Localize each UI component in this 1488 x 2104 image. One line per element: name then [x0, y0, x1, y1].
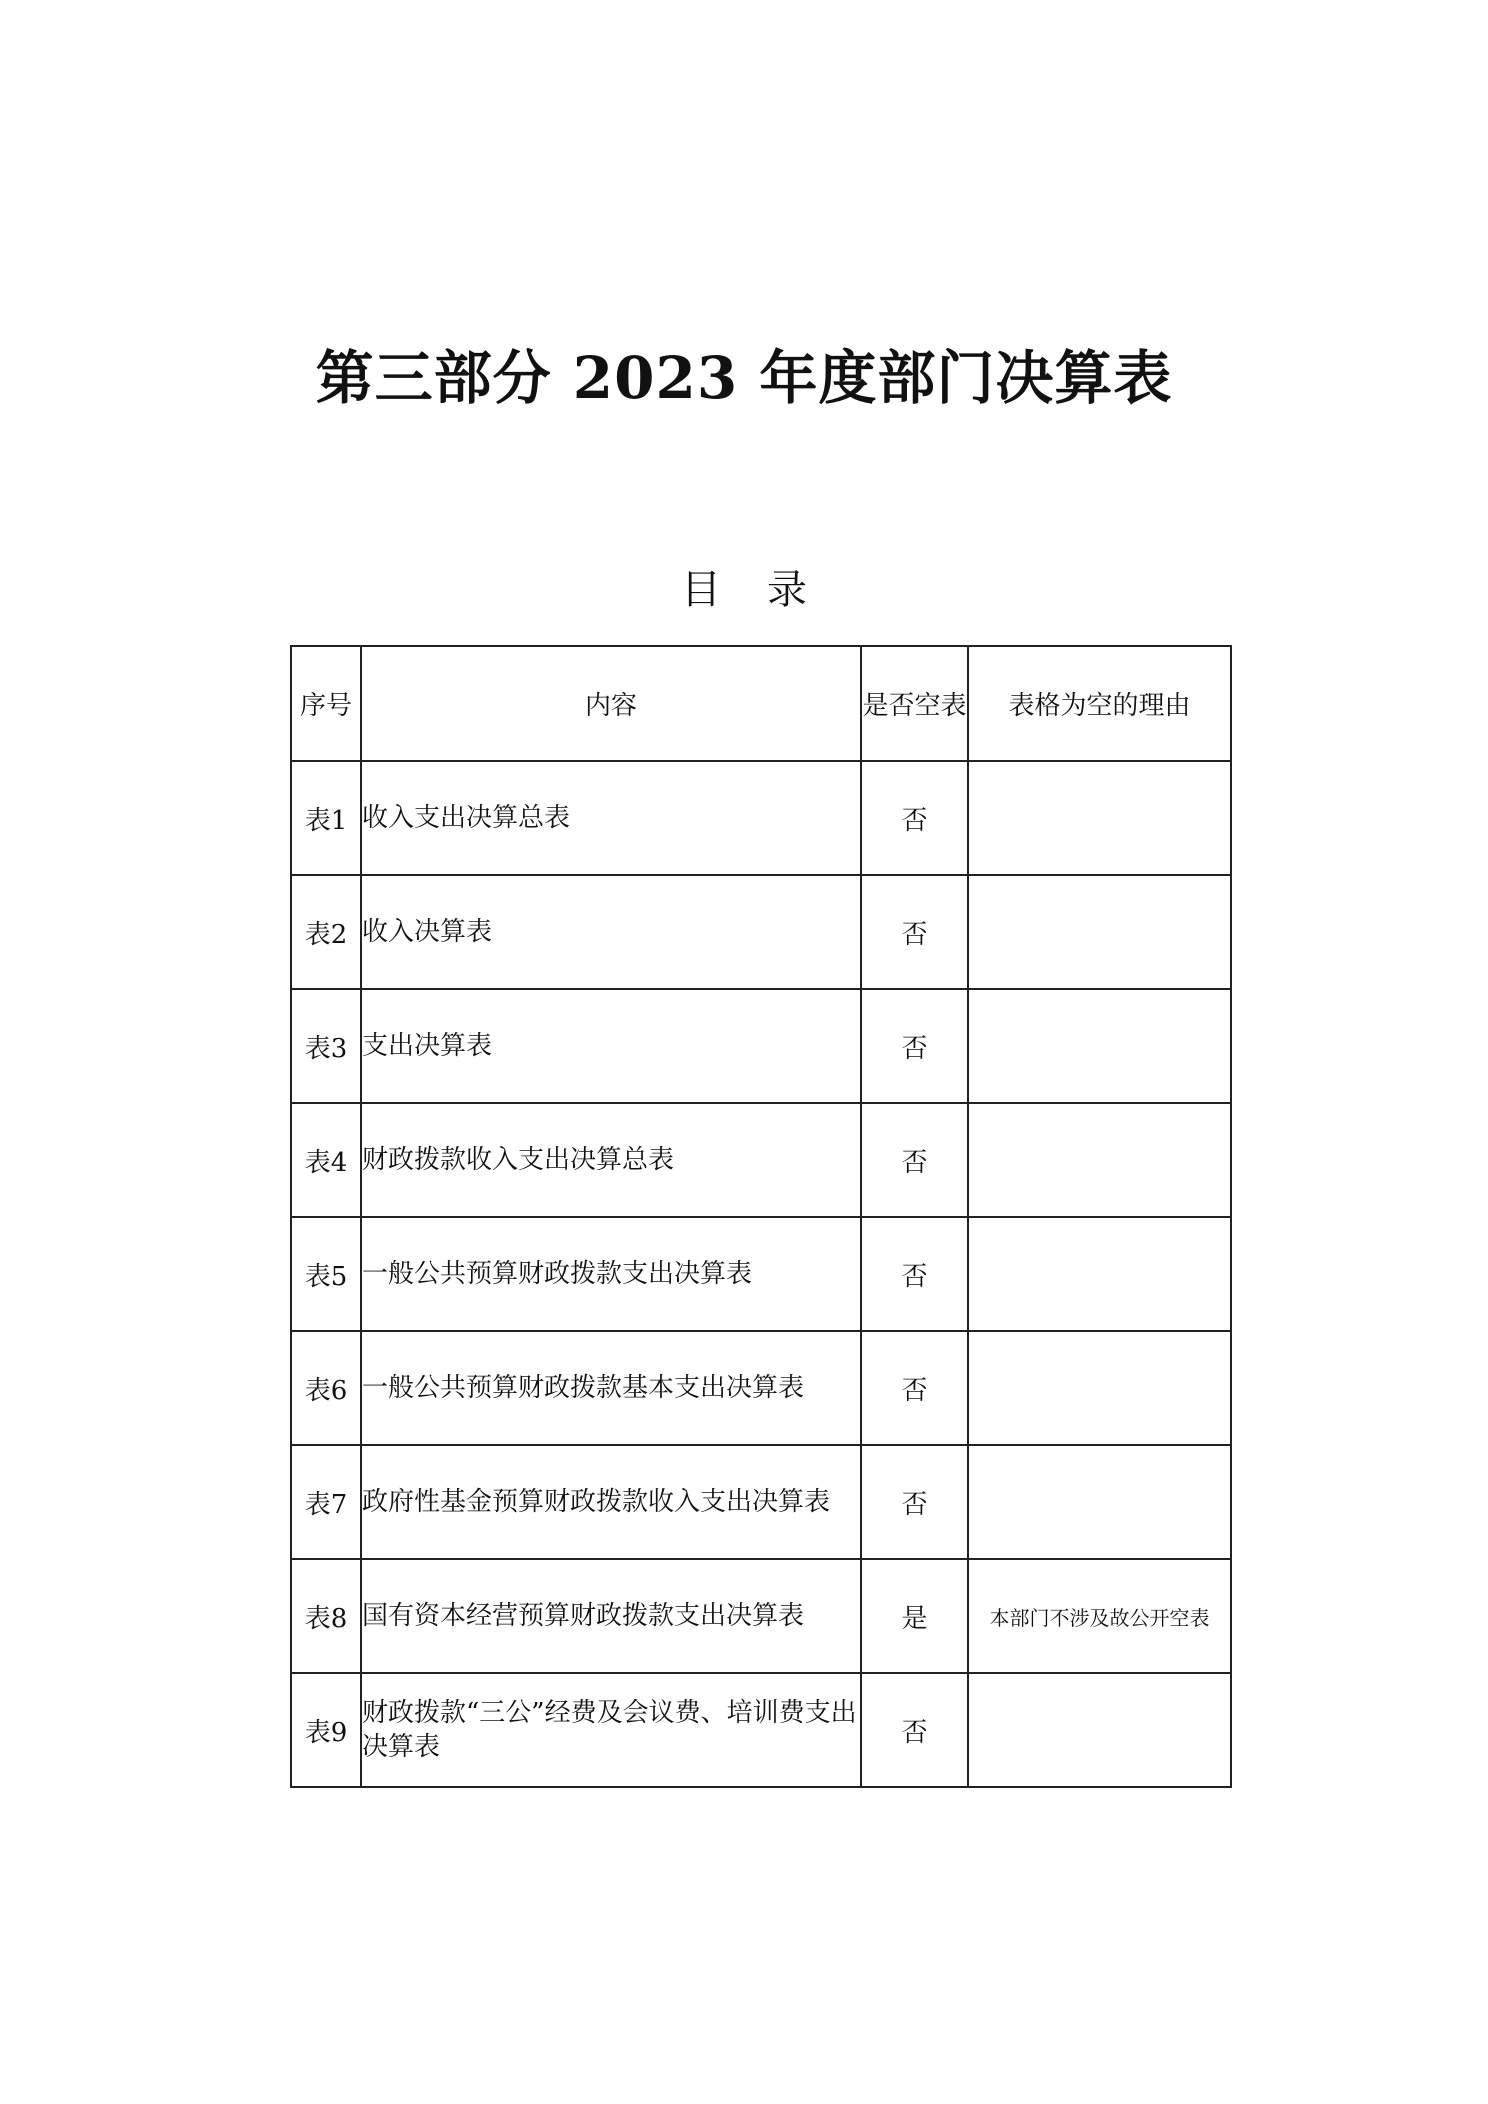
- row-reason: [968, 875, 1231, 989]
- row-is-empty: 否: [861, 1103, 968, 1217]
- row-seq: 表3: [291, 989, 361, 1103]
- table-row: [291, 1673, 1231, 1787]
- table-row: [291, 1331, 1231, 1445]
- row-seq: 表2: [291, 875, 361, 989]
- header-reason: 表格为空的理由: [968, 646, 1231, 761]
- row-seq: 表6: [291, 1331, 361, 1445]
- page-title: 第三部分 2023 年度部门决算表: [315, 344, 1173, 412]
- table-row: [291, 761, 1231, 875]
- row-reason: 本部门不涉及故公开空表: [968, 1559, 1231, 1673]
- table-row: [291, 989, 1231, 1103]
- header-seq: 序号: [291, 646, 361, 761]
- row-seq: 表9: [291, 1673, 361, 1787]
- row-reason: [968, 989, 1231, 1103]
- table-row: [291, 1217, 1231, 1331]
- table-header-row: [291, 646, 1231, 761]
- row-seq: 表7: [291, 1445, 361, 1559]
- row-content: 财政拨款收入支出决算总表: [361, 1103, 861, 1217]
- row-content: 一般公共预算财政拨款支出决算表: [361, 1217, 861, 1331]
- row-is-empty: 否: [861, 989, 968, 1103]
- row-reason: [968, 761, 1231, 875]
- table-row: [291, 1103, 1231, 1217]
- row-is-empty: 否: [861, 1217, 968, 1331]
- row-is-empty: 否: [861, 1445, 968, 1559]
- row-reason: [968, 1103, 1231, 1217]
- row-content: 支出决算表: [361, 989, 861, 1103]
- row-reason: [968, 1217, 1231, 1331]
- row-reason: [968, 1445, 1231, 1559]
- table-row: [291, 1445, 1231, 1559]
- row-content: 政府性基金预算财政拨款收入支出决算表: [361, 1445, 861, 1559]
- row-seq: 表8: [291, 1559, 361, 1673]
- row-content: 一般公共预算财政拨款基本支出决算表: [361, 1331, 861, 1445]
- row-reason: [968, 1673, 1231, 1787]
- row-is-empty: 是: [861, 1559, 968, 1673]
- row-seq: 表4: [291, 1103, 361, 1217]
- row-is-empty: 否: [861, 875, 968, 989]
- row-content: 国有资本经营预算财政拨款支出决算表: [361, 1559, 861, 1673]
- row-content: 收入支出决算总表: [361, 761, 861, 875]
- toc-heading: 目录: [681, 567, 853, 613]
- row-seq: 表1: [291, 761, 361, 875]
- row-content: 收入决算表: [361, 875, 861, 989]
- table-row: [291, 1559, 1231, 1673]
- row-is-empty: 否: [861, 1331, 968, 1445]
- table-row: [291, 875, 1231, 989]
- row-seq: 表5: [291, 1217, 361, 1331]
- header-content: 内容: [361, 646, 861, 761]
- row-is-empty: 否: [861, 761, 968, 875]
- row-is-empty: 否: [861, 1673, 968, 1787]
- header-is-empty: 是否空表: [861, 646, 968, 761]
- toc-table: [290, 645, 1232, 1788]
- row-content: 财政拨款“三公”经费及会议费、培训费支出决算表: [361, 1673, 861, 1787]
- row-reason: [968, 1331, 1231, 1445]
